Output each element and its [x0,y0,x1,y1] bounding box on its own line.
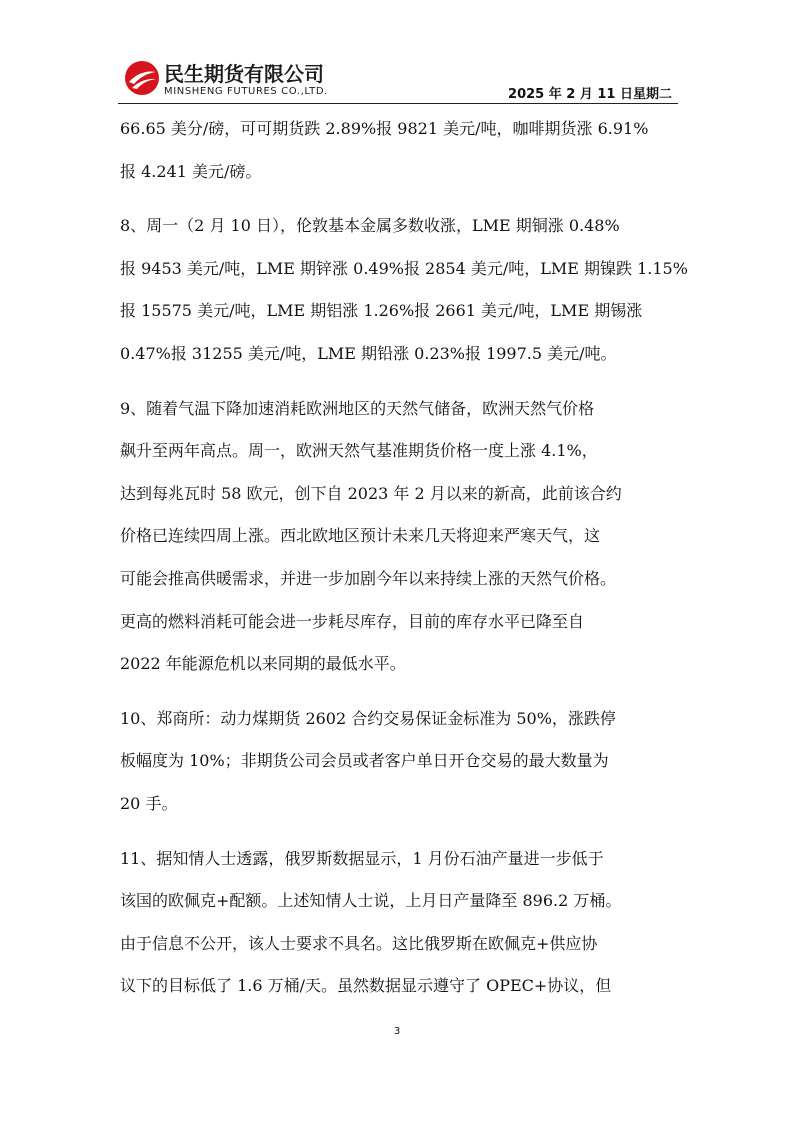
page-number: 3 [393,1026,401,1037]
page-header [118,50,678,104]
text-line: 报 4.241 美元/磅。 [120,161,262,181]
text-line: 0.47%报 31255 美元/吨，LME 期铅涨 0.23%报 1997.5 美元/吨。 [120,343,617,363]
text-line: 2022 年能源危机以来同期的最低水平。 [120,654,406,674]
text-line: 11、据知情人士透露，俄罗斯数据显示，1 月份石油产量进一步低于 [120,848,604,868]
text-line: 议下的目标低了 1.6 万桶/天。虽然数据显示遵守了 OPEC+协议，但 [120,976,612,996]
text-line: 价格已连续四周上涨。西北欧地区预计未来几天将迎来严寒天气，这 [120,526,601,546]
text-line: 更高的燃料消耗可能会进一步耗尽库存，目前的库存水平已降至自 [120,611,585,631]
text-line: 由于信息不公开，该人士要求不具名。这比俄罗斯在欧佩克+供应协 [120,933,598,953]
text-line: 该国的欧佩克+配额。上述知情人士说，上月日产量降至 896.2 万桶。 [120,891,622,911]
header-divider [118,103,678,104]
text-line: 66.65 美分/磅，可可期货跌 2.89%报 9821 美元/吨，咖啡期货涨 6.91% [120,119,649,138]
logo-english-name: MINSHENG FUTURES CO.,LTD. [164,86,328,97]
paragraph-european-gas [120,388,690,686]
text-line: 10、郑商所：动力煤期货 2602 合约交易保证金标准为 50%，涨跌停 [120,708,616,728]
paragraph-russia-oil-output [120,838,690,1008]
paragraph-zce-thermal-coal [120,698,690,826]
paragraph-commodities-continued [120,108,690,193]
minsheng-logo-icon [124,60,160,96]
text-line: 板幅度为 10%；非期货公司会员或者客户单日开仓交易的最大数量为 [120,751,609,771]
document-body [120,108,690,1020]
text-line: 报 15575 美元/吨，LME 期铝涨 1.26%报 2661 美元/吨，LME 期锡涨 [120,301,643,321]
text-line: 报 9453 美元/吨，LME 期锌涨 0.49%报 2854 美元/吨，LME 期镍跌 1.15% [120,258,688,278]
paragraph-lme-metals [120,205,690,375]
report-date: 2025 年 2 月 11 日星期二 [508,87,672,102]
text-line: 飙升至两年高点。周一，欧洲天然气基准期货价格一度上涨 4.1%， [120,441,598,461]
text-line: 20 手。 [120,793,178,813]
logo-chinese-name: 民生期货有限公司 [164,62,324,86]
text-line: 达到每兆瓦时 58 欧元，创下自 2023 年 2 月以来的新高，此前该合约 [120,483,622,503]
text-line: 8、周一（2 月 10 日），伦敦基本金属多数收涨，LME 期铜涨 0.48% [120,216,620,236]
company-logo [118,54,368,102]
text-line: 可能会推高供暖需求，并进一步加剧今年以来持续上涨的天然气价格。 [120,568,617,588]
text-line: 9、随着气温下降加速消耗欧洲地区的天然气储备，欧洲天然气价格 [120,398,595,418]
